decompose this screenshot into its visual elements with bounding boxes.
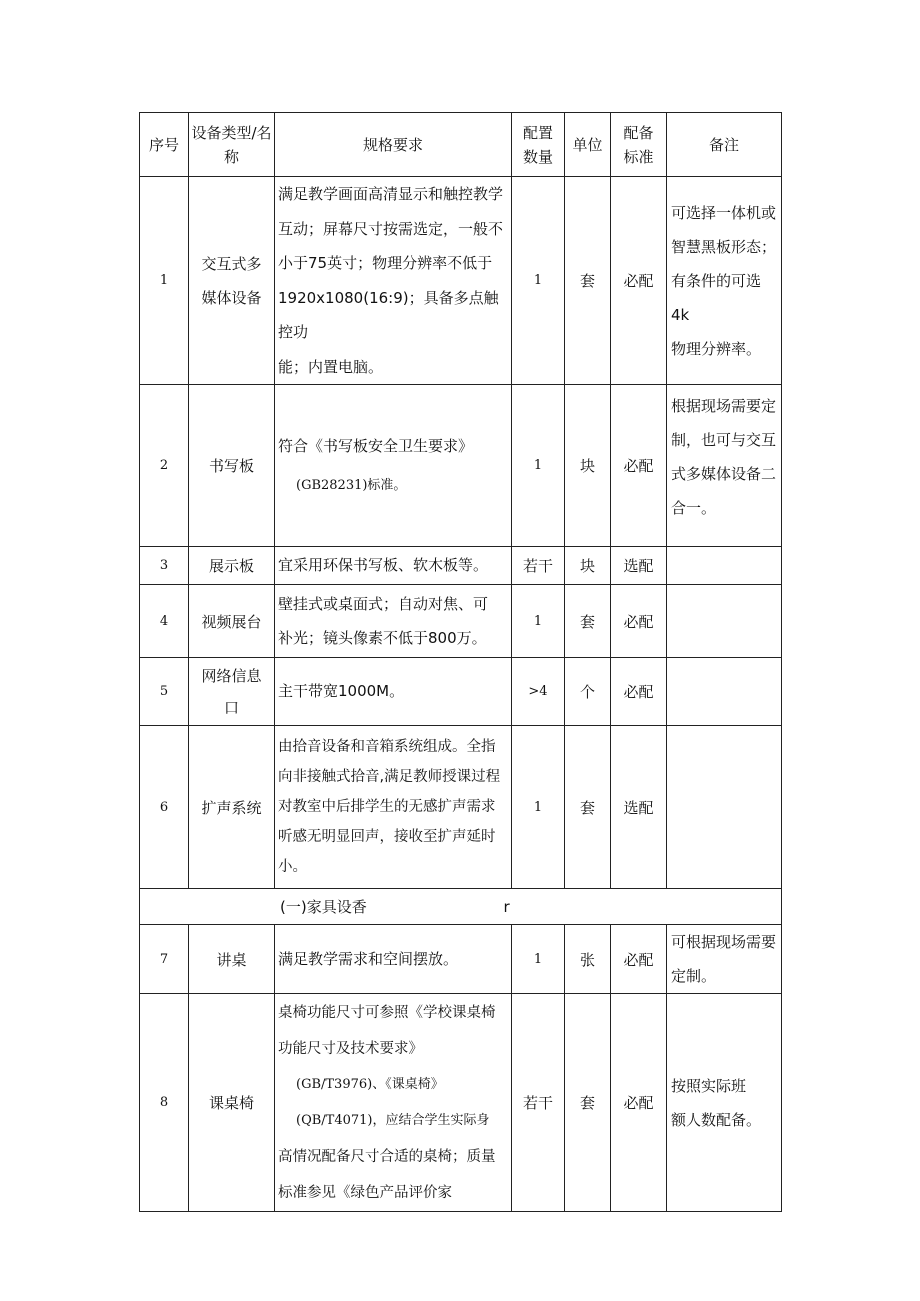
row-unit: 个 [565, 658, 611, 726]
row-std: 选配 [611, 547, 667, 585]
row-std: 必配 [611, 585, 667, 658]
section-label: (一)家具设香 [280, 898, 367, 916]
header-note: 备注 [667, 113, 782, 177]
header-seq: 序号 [140, 113, 189, 177]
row-std: 必配 [611, 177, 667, 385]
section-mark: r [503, 898, 510, 916]
row-std: 必配 [611, 925, 667, 994]
row-std: 必配 [611, 385, 667, 547]
table-row [140, 177, 782, 385]
table-row [140, 994, 782, 1212]
row-spec: 主干带宽1000M。 [275, 658, 512, 726]
row-qty: 1 [512, 385, 565, 547]
row-qty: 1 [512, 177, 565, 385]
row-qty: 1 [512, 925, 565, 994]
row-seq: 5 [140, 658, 189, 726]
row-unit: 块 [565, 385, 611, 547]
table-header-row [140, 113, 782, 177]
row-unit: 张 [565, 925, 611, 994]
header-qty: 配置 数量 [512, 113, 565, 177]
section-row [140, 889, 782, 925]
row-qty: >4 [512, 658, 565, 726]
row-name: 视频展台 [189, 585, 275, 658]
row-unit: 套 [565, 585, 611, 658]
row-qty: 若干 [512, 994, 565, 1212]
row-name: 网络信息 口 [189, 658, 275, 726]
row-name: 课桌椅 [189, 994, 275, 1212]
row-unit: 套 [565, 726, 611, 889]
row-spec: 由拾音设备和音箱系统组成。全指 向非接触式拾音,满足教师授课过程 对教室中后排学生的无感扩声需求 听感无明显回声，接收至扩声延时 小。 [275, 726, 512, 889]
row-note: 可根据现场需要 定制。 [667, 925, 782, 994]
row-qty: 1 [512, 585, 565, 658]
row-spec: 符合《书写板安全卫生要求》 (GB28231)标准。 [275, 385, 512, 547]
equipment-table [139, 112, 782, 1212]
row-unit: 块 [565, 547, 611, 585]
row-std: 必配 [611, 658, 667, 726]
row-note: 根据现场需要定 制，也可与交互 式多媒体设备二 合一。 [667, 385, 782, 547]
row-name: 展示板 [189, 547, 275, 585]
header-std: 配备 标准 [611, 113, 667, 177]
table-row [140, 547, 782, 585]
row-note: 按照实际班 额人数配备。 [667, 994, 782, 1212]
row-note [667, 658, 782, 726]
row-unit: 套 [565, 994, 611, 1212]
row-spec: 壁挂式或桌面式；自动对焦、可 补光；镜头像素不低于800万。 [275, 585, 512, 658]
row-seq: 1 [140, 177, 189, 385]
row-name: 交互式多 媒体设备 [189, 177, 275, 385]
table-row [140, 658, 782, 726]
row-qty: 1 [512, 726, 565, 889]
row-seq: 6 [140, 726, 189, 889]
table-row [140, 585, 782, 658]
row-seq: 3 [140, 547, 189, 585]
row-spec: 满足教学画面高清显示和触控教学 互动；屏幕尺寸按需选定，一般不 小于75英寸；物理分辨率不低于 1920x1080(16:9)；具备多点触控功 能；内置电脑。 [275, 177, 512, 385]
row-note [667, 726, 782, 889]
row-spec: 宜采用环保书写板、软木板等。 [275, 547, 512, 585]
header-type: 设备类型/名 称 [189, 113, 275, 177]
row-spec: 满足教学需求和空间摆放。 [275, 925, 512, 994]
row-note: 可选择一体机或 智慧黑板形态； 有条件的可选4k 物理分辨率。 [667, 177, 782, 385]
row-name: 书写板 [189, 385, 275, 547]
row-std: 必配 [611, 994, 667, 1212]
header-spec: 规格要求 [275, 113, 512, 177]
row-seq: 8 [140, 994, 189, 1212]
row-spec: 桌椅功能尺寸可参照《学校课桌椅 功能尺寸及技术要求》 (GB/T3976)、《课桌椅》 (QB/T4071)，应结合学生实际身 高情况配备尺寸合适的桌椅；质量 标准参见《绿色产品评价家 [275, 994, 512, 1212]
row-std: 选配 [611, 726, 667, 889]
row-note [667, 547, 782, 585]
header-unit: 单位 [565, 113, 611, 177]
section-header [140, 889, 782, 925]
row-seq: 2 [140, 385, 189, 547]
table-row [140, 726, 782, 889]
row-name: 扩声系统 [189, 726, 275, 889]
row-note [667, 585, 782, 658]
row-unit: 套 [565, 177, 611, 385]
row-seq: 4 [140, 585, 189, 658]
row-qty: 若干 [512, 547, 565, 585]
table-row [140, 925, 782, 994]
table-row [140, 385, 782, 547]
row-seq: 7 [140, 925, 189, 994]
row-name: 讲桌 [189, 925, 275, 994]
